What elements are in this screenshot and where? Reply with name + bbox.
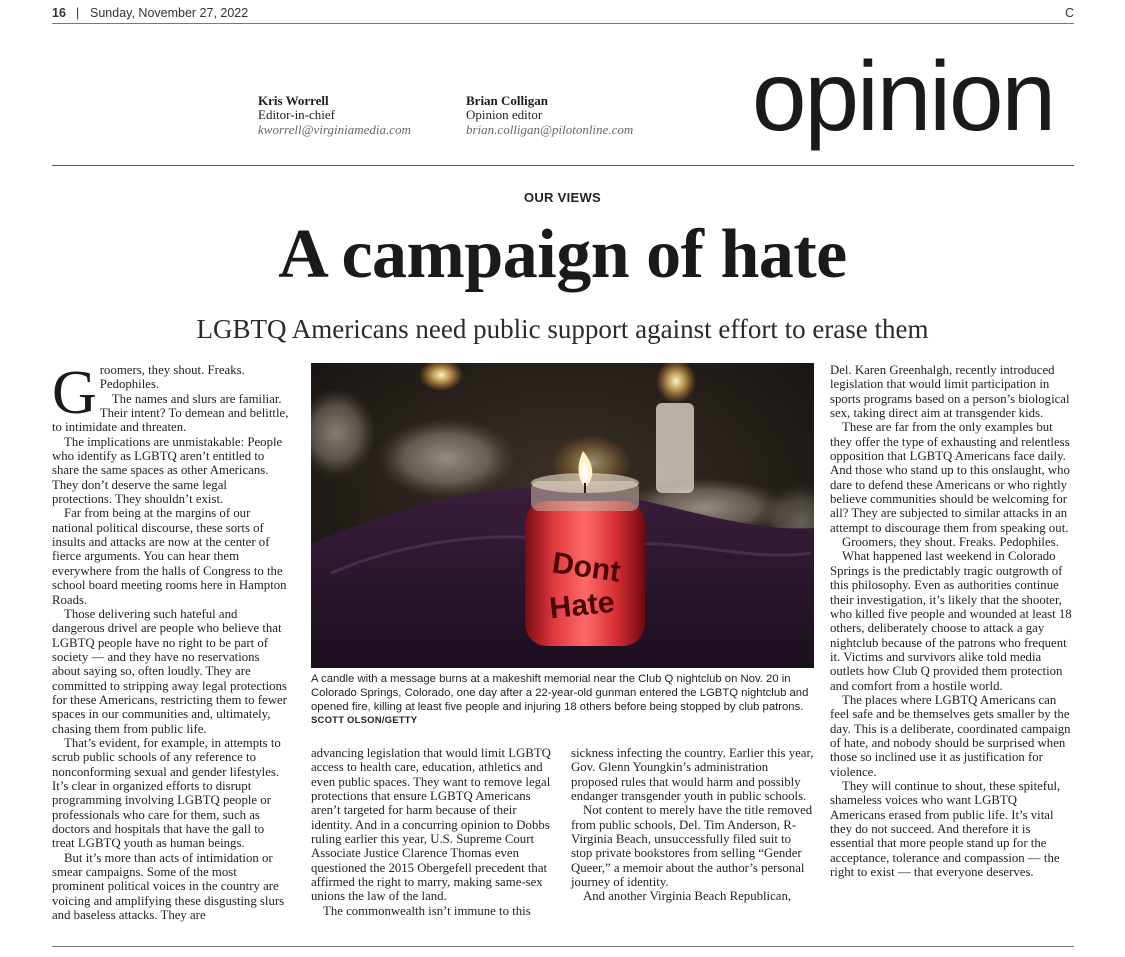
article-paragraph: Groomers, they shout. Freaks. Pedophiles. (842, 535, 1059, 550)
article-paragraph: And another Virginia Beach Republican, (583, 889, 792, 904)
article-column-1 (52, 359, 290, 935)
article-paragraph: Those delivering such hateful and dangerous drivel are people who believe that LGBTQ people have no right to be part of society — and they have no reservations about saying so, often loudly. They are committed to stripping away legal protections for these Americans, restricting them to fewer spaces in our communities and, ultimately, chasing them from public life. (52, 606, 287, 736)
jar-text-line-1: Dont (550, 546, 623, 589)
bottom-rule (52, 946, 1074, 947)
article-paragraph: What happened last weekend in Colorado Springs is the predictably tragic outgrowth of this philosophy. Even as authorities continue their investigation, it’s likely that the shooter, who killed five people and wounded at least 18 others, deliberately choose to attack a gay nightclub because of the patrons who frequent it. Victims and survivors alike told media outlets how Club Q provided them protection and comfort from a hostile world. (830, 549, 1072, 693)
publication-date: Sunday, November 27, 2022 (90, 6, 249, 20)
opinion-editor-name: Brian Colligan (466, 93, 548, 108)
jar-text-line-2: Hate (547, 585, 617, 626)
article-paragraph: They will continue to shout, these spiteful, shameless voices who want LGBTQ Americans erased from public life. It’s vital they do not succeed. And therefore it is essential that more people stand up for the acceptance, tolerance and compassion — the right to exist — that everyone deserves. (830, 778, 1061, 880)
article-headline: A campaign of hate (278, 216, 847, 293)
article-paragraph: Del. Karen Greenhalgh, recently introduced legislation that would limit participation in sports programs based on a person’s biological sex, taking direct aim at transgender kids. (830, 363, 1070, 421)
article-paragraph: Groomers, they shout. Freaks. Pedophiles. (52, 359, 245, 427)
edition-letter: C (1064, 6, 1074, 20)
article-paragraph: These are far from the only examples but they offer the type of exhausting and relentless opposition that LGBTQ Americans face daily. And those who stand up to this onslaught, who dare to defend these Americans or who rightly believe communities should be welcoming for all? They are subjected to similar attacks in an attempt to discourage them from speaking out. (830, 420, 1070, 535)
article-paragraph: But it’s more than acts of intimidation or smear campaigns. Some of the most prominent political voices in the country are voicing and amplifying these disgusting slurs and baseless attacks. They are (52, 850, 285, 923)
article-paragraph: The commonwealth isn’t immune to this (323, 903, 531, 918)
opinion-editor-title: Opinion editor (466, 107, 543, 122)
editor-in-chief-name: Kris Worrell (258, 93, 329, 108)
article-paragraph: sickness infecting the country. Earlier this year, Gov. Glenn Youngkin’s administration proposed rules that would harm and possibly endanger transgender youth in public schools. (571, 746, 814, 804)
top-rule (52, 23, 1074, 24)
article-deck: LGBTQ Americans need public support against effort to erase them (196, 314, 929, 344)
article-paragraph: Not content to merely have the title removed from public schools, Del. Tim Anderson, R-Virginia Beach, unsuccessfully filed suit to stop private bookstores from selling “Gender Queer,” a memoir about the author’s personal journey of identity. (571, 803, 813, 890)
article-column-2 (311, 746, 554, 935)
article-paragraph: The places where LGBTQ Americans can feel safe and be themselves gets smaller by the day. This is a deliberate, coordinated campaign of hate, and nobody should be surprised when those so inclined use it as justification for violence. (830, 692, 1071, 779)
article-photo (311, 363, 814, 668)
opinion-editor-email: brian.colligan@pilotonline.com (466, 122, 634, 137)
article-paragraph: The implications are unmistakable: People who identify as LGBTQ aren’t entitled to share the same spaces as other Americans. They don’t deserve the same legal protections. They shouldn’t exist. (52, 434, 283, 507)
editor-in-chief-title: Editor-in-chief (258, 107, 335, 122)
article-paragraph: The names and slurs are familiar. Their intent? To demean and belittle, to intimidate and threaten. (52, 391, 289, 435)
article-paragraph: Far from being at the margins of our national political discourse, these sorts of insults and attacks are now at the center of fierce arguments. You can hear them everywhere from the halls of Congress to the school board meeting rooms here in Hampton Roads. (52, 506, 287, 607)
editor-in-chief-email: kworrell@virginiamedia.com (258, 122, 411, 137)
page-folio (52, 4, 1074, 24)
photo-credit: SCOTT OLSON/GETTY (311, 715, 418, 727)
article-paragraph: That’s evident, for example, in attempts to scrub public schools of any reference to nonconforming sexual and gender lifestyles. It’s clear in organized efforts to disrupt programming involving LGBTQ people or professionals who care for them, such as doctors and hospitals that have the gall to treat LGBTQ youth as human beings. (52, 735, 281, 851)
photo-caption: A candle with a message burns at a makeshift memorial near the Club Q nightclub on Nov. 20 in Colorado Springs, Colorado, one day after a 22-year-old gunman entered the LGBTQ nightclub and opened fire, killing at least five people and injuring 18 others before being stopped by club patrons. SCOTT OLSON/GETTY (311, 673, 809, 727)
kicker-label: OUR VIEWS (523, 190, 602, 205)
article-column-4 (830, 363, 1074, 935)
article-column-3 (571, 746, 814, 935)
page-number: 16 (52, 6, 66, 20)
drop-cap: G (52, 359, 97, 427)
folio-separator: | (76, 6, 80, 20)
masthead-rule (52, 165, 1074, 166)
section-title: opinion (752, 41, 1055, 151)
article-paragraph: advancing legislation that would limit LGBTQ access to health care, education, athletics and even public spaces. They want to remove legal protections that ensure LGBTQ Americans aren’t targeted for harm because of their identity. And in a concurring opinion to Dobbs ruling earlier this year, U.S. Supreme Court Associate Justice Clarence Thomas even questioned the 2015 Obergefell precedent that affirmed the right to marry, making same-sex unions the law of the land. (311, 746, 551, 904)
candle-photo-illustration (311, 363, 814, 668)
